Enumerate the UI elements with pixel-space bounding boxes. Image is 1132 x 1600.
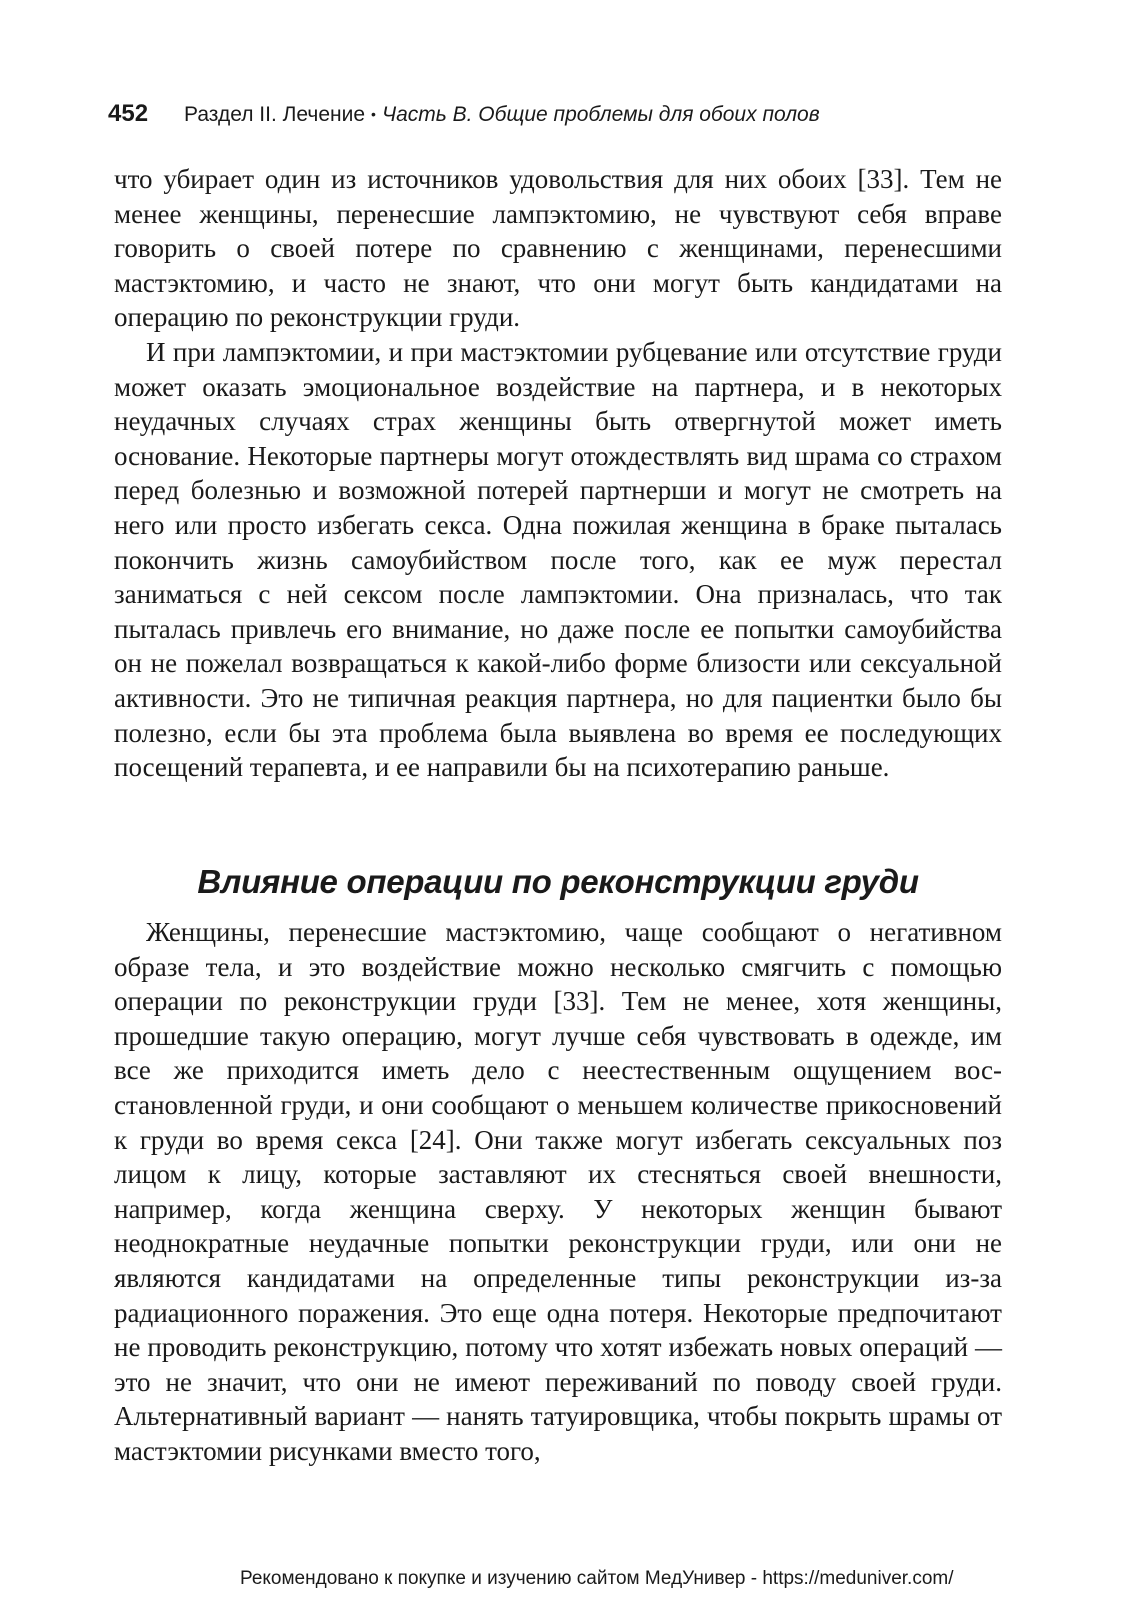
bullet-separator: •: [371, 106, 376, 122]
paragraph: что убирает один из источников удовольствия для них обоих [33]. Тем не менее женщины, перенесшие лампэктомию, не чувствуют себя вправе говорить о своей потере по сравнению с женщинами, перенесшими мастэктомию, и часто не знают, что они могут быть кандидатами на операцию по реконструкции груди.: [114, 164, 1002, 333]
part-title: Часть В. Общие проблемы для обоих полов: [381, 103, 820, 126]
page-number: 452: [108, 100, 149, 127]
section-title: Раздел II. Лечение: [184, 103, 366, 126]
footer-watermark-text: Рекомендовано к покупке и изучению сайтом МедУнивер - https://meduniver.com/: [240, 1568, 954, 1589]
paragraph: Женщины, перенесшие мастэктомию, чаще сообщают о негативном образе тела, и это воздействие можно несколько смягчить с помощью операции по реконструкции груди [33]. Тем не менее, хотя женщины, прошедшие такую операцию, могут лучше себя чувствовать в одежде, им все же приходится иметь дело с неестественным ощущением восстановленной груди, и они сообщают о меньшем количестве прикосновений к груди во время секса [24]. Они также могут избегать сексуальных поз лицом к лицу, которые заставляют их стесняться своей внешности, например, когда женщина сверху. У некоторых женщин бывают неоднократные неудачные попытки реконструкции груди, или они не являются кандидатами на определенные типы реконструкции из-за радиационного поражения. Это еще одна потеря. Некоторые предпочитают не проводить реконструкцию, потому что хотят избежать новых операций — это не значит, что они не имеют переживаний по поводу своей груди. Альтернативный вариант — нанять татуировщика, чтобы покрыть шрамы от мастэктомии рисунками вместо того,: [114, 917, 1002, 1466]
paragraph: И при лампэктомии, и при мастэктомии рубцевание или отсутствие груди может оказать эмоциональное воздействие на партнера, и в некоторых неудачных случаях страх женщины быть отвергнутой может иметь основание. Некоторые партнеры могут отождествлять вид шрама со страхом перед болезнью и возможной потерей партнерши и могут не смотреть на него или просто избегать секса. Одна пожилая женщина в браке пыталась покончить жизнь самоубийством после того, как ее муж перестал заниматься с ней сексом после лампэктомии. Она призналась, что так пыталась привлечь его внимание, но даже после ее попытки самоубийства он не пожелал возвращаться к какой-либо форме близости или сексуальной активности. Это не типичная реакция партнера, но для пациентки было бы полезно, если бы эта проблема была выявлена во время ее последующих посещений терапевта, и ее направили бы на психотерапию раньше.: [114, 336, 1002, 783]
section-heading: Влияние операции по реконструкции груди: [197, 863, 919, 900]
running-header: [108, 100, 1008, 132]
body-text-section: [114, 915, 1002, 1469]
body-text-top: [114, 162, 1002, 785]
